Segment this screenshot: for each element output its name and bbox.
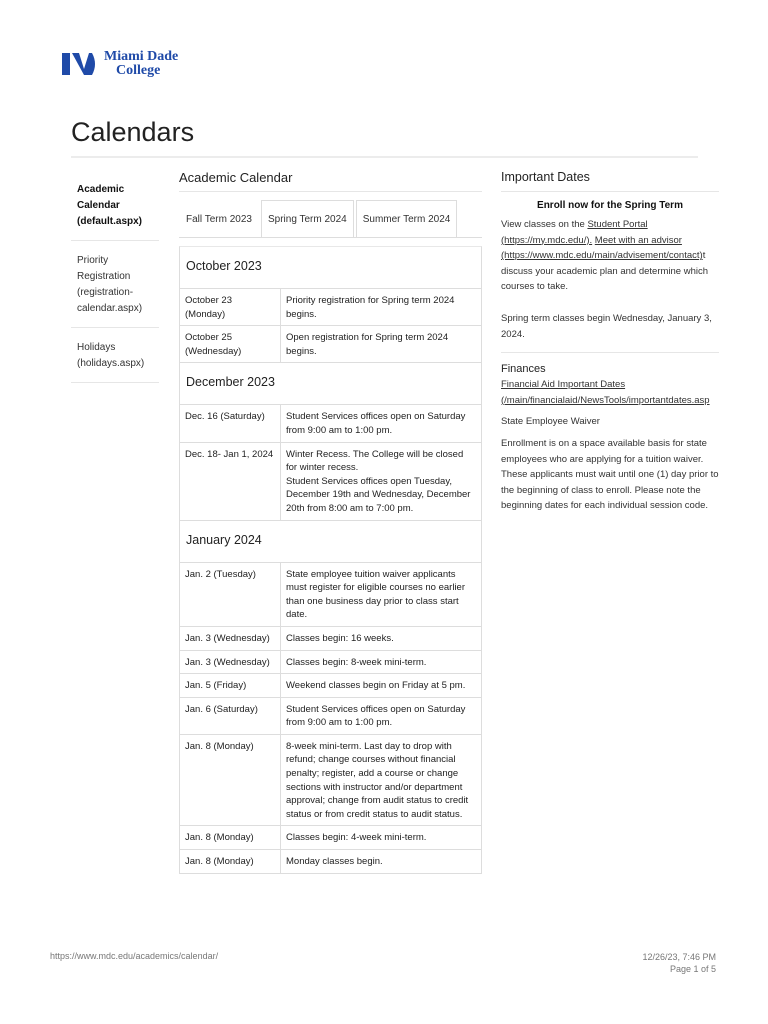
event-cell: State employee tuition waiver applicants must register for eligible courses no earlier than one business day prior to class start date. [286,568,465,621]
date-cell: Jan. 8 (Monday) [180,735,281,826]
mdc-logo-icon [62,51,98,77]
calendar-table [179,246,482,874]
title-divider [71,156,698,158]
tab-fall-term-2023[interactable]: Fall Term 2023 [186,213,252,225]
table-row [180,850,481,873]
event-cell: Classes begin: 4-week mini-term. [286,832,427,844]
finances-heading: Finances [501,363,546,376]
important-dates-sidebar [501,170,719,514]
sidebar-item-priority-registration[interactable]: Priority Registration (registration-calendar.aspx) [71,247,159,328]
sidebar-item-academic-calendar[interactable]: Academic Calendar (default.aspx) [71,176,159,241]
enroll-text-tail: t [702,250,706,262]
mdc-logo[interactable] [62,50,178,78]
enroll-text-a: View classes on the [501,219,588,230]
table-row [180,443,481,521]
table-row [180,563,481,627]
financial-aid-url[interactable]: (/main/financialaid/NewsTools/importantdates.asp [501,394,710,406]
student-portal-url[interactable]: (https://my.mdc.edu/). [501,234,593,246]
enroll-title: Enroll now for the Spring Term [537,200,683,211]
enroll-paragraph [501,217,719,295]
month-heading: December 2023 [180,363,481,405]
logo-wordmark [104,50,178,78]
date-cell: Dec. 16 (Saturday) [180,405,281,441]
month-heading: October 2023 [180,247,481,289]
important-dates-heading: Important Dates [501,170,719,192]
date-cell: Jan. 6 (Saturday) [180,698,281,734]
event-cell: Monday classes begin. [286,856,383,868]
footer-meta [600,951,716,975]
spring-start-text: Spring term classes begin Wednesday, January 3, 2024. [501,312,712,340]
term-tabs [179,200,482,238]
print-datetime: 12/26/23, 7:46 PM [642,952,716,962]
date-cell: Dec. 18- Jan 1, 2024 [180,443,281,520]
date-cell: Jan. 8 (Monday) [180,826,281,849]
date-cell: Jan. 3 (Wednesday) [180,651,281,674]
event-cell: Classes begin: 8-week mini-term. [286,656,427,668]
date-cell: Jan. 3 (Wednesday) [180,627,281,650]
date-cell: October 23 (Monday) [180,289,281,325]
footer-url: https://www.mdc.edu/academics/calendar/ [50,951,219,961]
date-cell: Jan. 8 (Monday) [180,850,281,873]
table-row [180,326,481,363]
event-cell: Student Services offices open on Saturday from 9:00 am to 1:00 pm. [286,703,466,729]
table-row [180,405,481,442]
date-cell: Jan. 5 (Friday) [180,674,281,697]
student-portal-link[interactable]: Student Portal [587,219,648,230]
tab-summer-term-2024[interactable]: Summer Term 2024 [356,200,458,237]
advisor-link[interactable]: Meet with an advisor [594,234,682,246]
table-row [180,627,481,651]
table-row [180,674,481,698]
section-heading: Academic Calendar [179,170,482,192]
academic-calendar-section [179,170,482,874]
event-cell: Winter Recess. The College will be closed for winter recess. Student Services offices open Tuesday, December 19th and Wednesday, December 20th from 8:00 am to 7:00 pm. [286,448,471,514]
month-heading: January 2024 [180,521,481,563]
financial-aid-link[interactable]: Financial Aid Important Dates [501,379,626,391]
date-cell: October 25 (Wednesday) [180,326,281,362]
event-cell: Open registration for Spring term 2024 begins. [286,332,449,357]
waiver-title: State Employee Waiver [501,416,600,428]
event-cell: 8-week mini-term. Last day to drop with refund; change courses without financial penalty; register, add a course or change sections with instructor and/or department approval; change from audit status to credit status or from credit status to audit status. [286,740,469,820]
finances-paragraph [501,377,719,408]
table-row [180,735,481,827]
logo-line-2: College [116,63,161,78]
table-row [180,289,481,326]
sidebar-item-holidays[interactable]: Holidays (holidays.aspx) [71,334,159,383]
event-cell: Student Services offices open on Saturday from 9:00 am to 1:00 pm. [286,411,466,436]
date-cell: Jan. 2 (Tuesday) [180,563,281,626]
right-divider [501,352,719,353]
table-row [180,651,481,675]
page-number: Page 1 of 5 [669,964,716,974]
advisor-url[interactable]: (https://www.mdc.edu/main/advisement/contact) [501,250,703,262]
table-row [180,826,481,850]
waiver-text: Enrollment is on a space available basis for state employees who are applying for a tuition waiver. These applicants must wait until one (1) day prior to the beginning of class to enroll. Please note the beginning dates for each individual session code. [501,437,719,512]
side-nav [71,176,159,389]
event-cell: Classes begin: 16 weeks. [286,632,394,644]
page-title: Calendars [71,117,195,147]
tab-spring-term-2024[interactable]: Spring Term 2024 [261,200,354,237]
logo-line-1: Miami Dade [104,49,179,64]
enroll-text-b: discuss your academic plan and determine which courses to take. [501,265,708,293]
table-row [180,698,481,735]
event-cell: Priority registration for Spring term 2024 begins. [286,295,455,320]
event-cell: Weekend classes begin on Friday at 5 pm. [286,680,466,692]
